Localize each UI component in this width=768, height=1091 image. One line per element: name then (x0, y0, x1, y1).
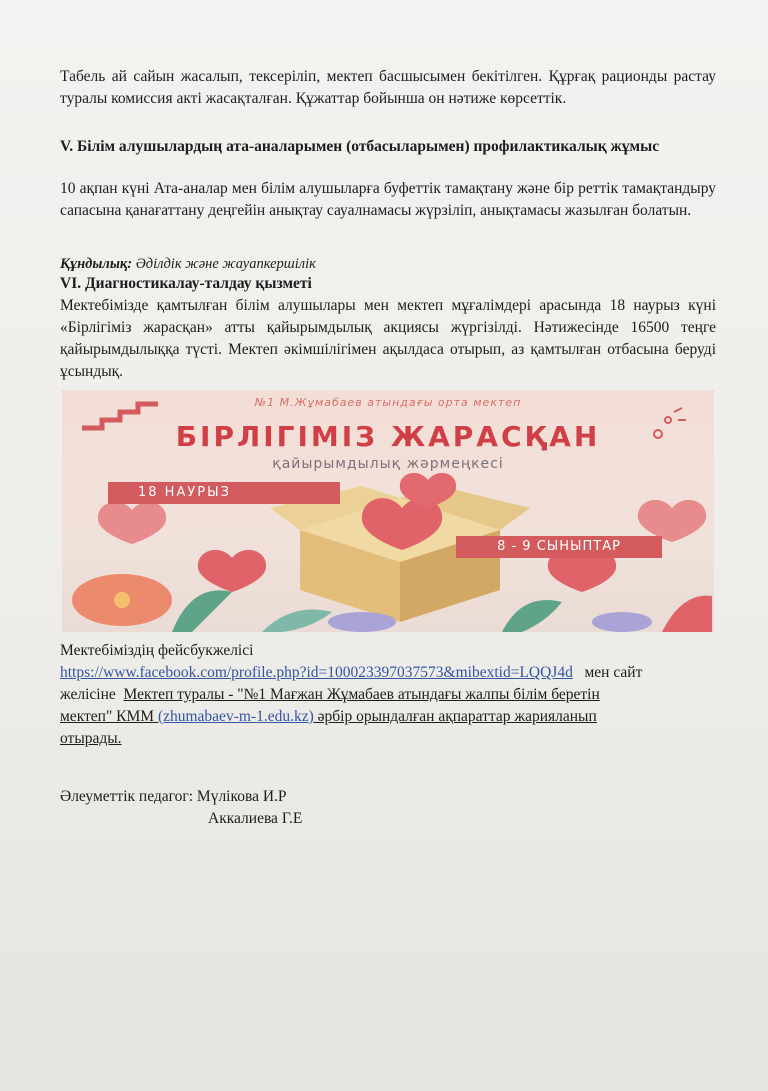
section5-heading: V. Білім алушылардың ата-аналарымен (отбасыларымен) профилактикалық жұмыс (60, 138, 660, 155)
leaf-icon (502, 600, 562, 632)
section6-heading: VI. Диагностикалау-талдау қызметі (60, 275, 312, 292)
site-domain-link[interactable]: (zhumabaev-m-1.edu.kz) (157, 708, 314, 725)
flower-icon (592, 612, 652, 632)
facebook-label: Мектебіміздің фейсбукжелісі (60, 642, 254, 659)
site-prefix: желісіне (60, 686, 124, 703)
banner-title: БІРЛІГІМІЗ ЖАРАСҚАН (175, 420, 601, 453)
ray-decoration (674, 408, 686, 420)
section5-text: 10 ақпан күні Ата-аналар мен білім алушыларға буфеттік тамақтану және бір реттік тамақтандыру сапасына қанағаттану деңгейін анықтау сауалнамасы жүрзіліп, анықтамасы жазылған болатын. (60, 180, 716, 219)
banner-subtitle: қайырымдылық жәрмеңкесі (272, 456, 504, 472)
charity-banner-image (62, 390, 714, 632)
flower-icon (328, 612, 396, 632)
site-line-2 (60, 706, 716, 728)
facebook-after-text: мен сайт (572, 664, 643, 681)
facebook-link[interactable]: https://www.facebook.com/profile.php?id=100023397037573&mibextid=LQQJ4d (60, 664, 573, 681)
leaf-icon (262, 610, 332, 633)
flower-center (114, 592, 130, 608)
heart-icon (98, 502, 166, 544)
banner-school-name: №1 М.Жұмабаев атындағы орта мектеп (254, 396, 522, 409)
signature-line-2: Аккалиева Г.Е (208, 810, 303, 827)
flower-icon (662, 596, 712, 632)
heart-icon (198, 550, 266, 592)
site-line-1 (60, 684, 716, 706)
site-end-text: отырады. (60, 730, 122, 747)
section6-text: Мектебімізде қамтылған білім алушылары мен мектеп мұғалімдері арасында 18 наурыз күні «Бірлігіміз жарасқан» атты қайырымдылық акциясы жүргізілді. Нәтижесінде 16500 теңге қайырымдылыққа түсті. Мектеп әкімшілігімен ақылдаса отырып, аз қамтылған отбасына беруді ұсындық. (60, 297, 716, 380)
site-title-link-part1[interactable]: Мектеп туралы - "№1 Мағжан Жұмабаев атындағы жалпы білім беретін (123, 686, 600, 703)
values-label: Құндылық: (60, 256, 133, 272)
banner-date-ribbon: 18 НАУРЫЗ (108, 482, 340, 504)
values-text: Әділдік және жауапкершілік (132, 256, 316, 272)
site-after-text: әрбір орындалған ақпараттар жарияланып (313, 708, 597, 725)
leaf-icon (172, 590, 232, 632)
signature-line-1: Әлеуметтік педагог: Мүлікова И.Р (60, 788, 287, 805)
site-title-link-part2[interactable]: мектеп" КММ (60, 708, 158, 725)
banner-grades-ribbon: 8 - 9 СЫНЫПТАР (456, 536, 662, 558)
facebook-line (60, 662, 716, 684)
values-line (60, 253, 716, 275)
paragraph-timesheet: Табель ай сайын жасалып, тексеріліп, мектеп басшысымен бекітілген. Құрғақ рационды растау туралы комиссия акті жасақталған. Құжаттар бойынша он нәтиже көрсеттік. (60, 68, 716, 107)
